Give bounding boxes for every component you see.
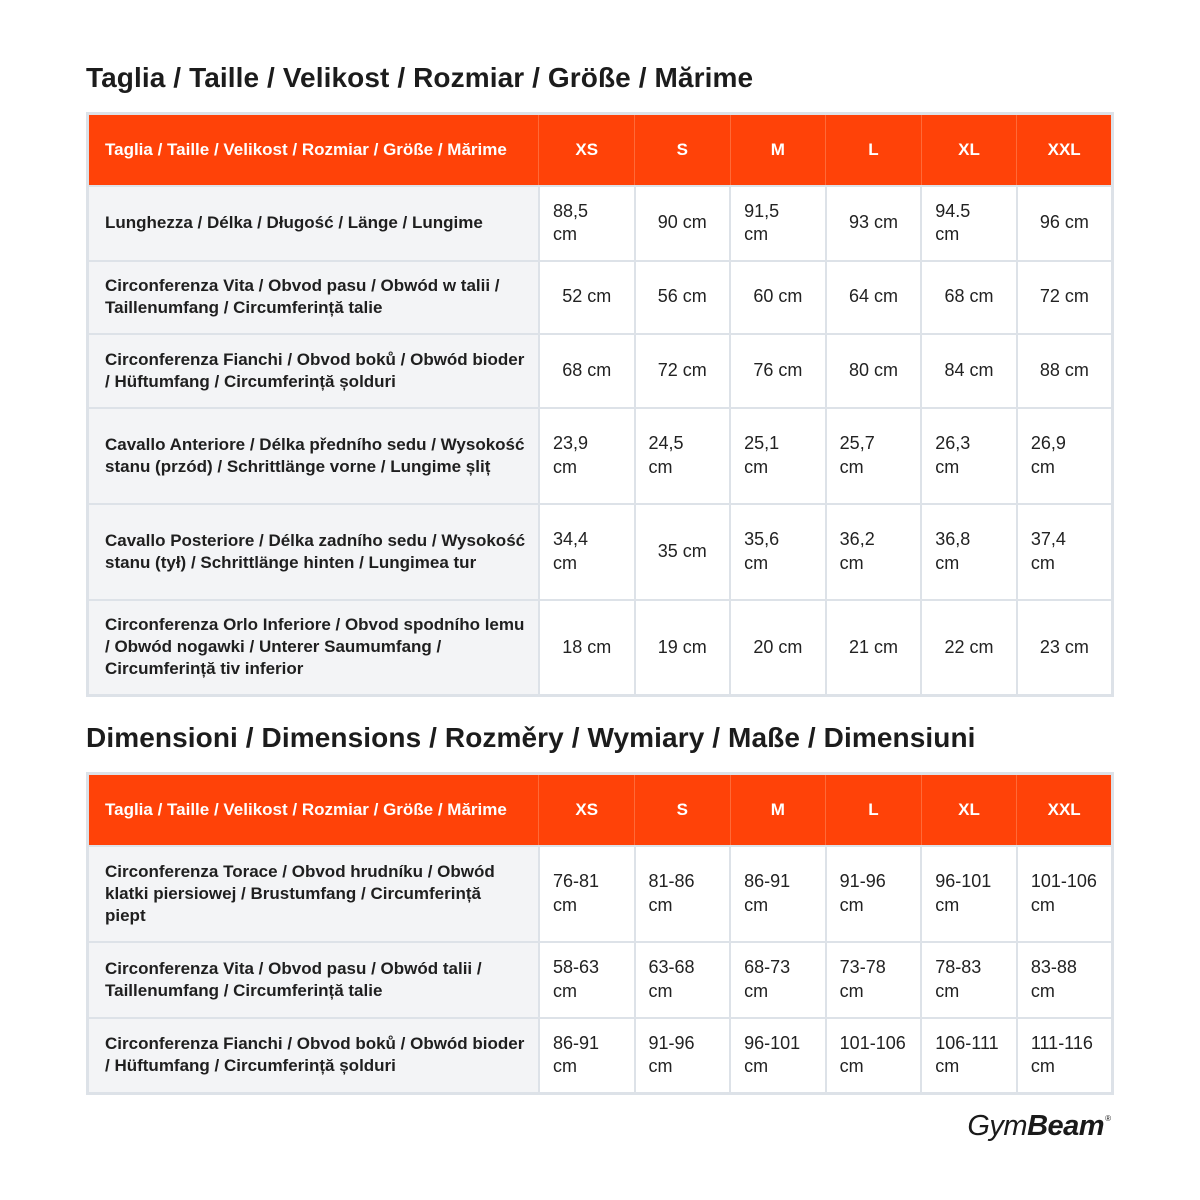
logo-text-beam: Beam <box>1027 1110 1105 1142</box>
value-cell-m: 86-91 cm <box>730 846 826 942</box>
header-size-xl: XL <box>921 114 1017 186</box>
table-row <box>88 600 1113 696</box>
section-title-dimensions: Dimensioni / Dimensions / Rozměry / Wymiary / Maße / Dimensiuni <box>86 722 976 753</box>
registered-mark: ® <box>1105 1114 1111 1123</box>
header-size-l: L <box>826 114 922 186</box>
value-cell-xs: 52 cm <box>539 261 635 334</box>
value-cell-l: 36,2 cm <box>826 504 922 600</box>
value-cell-m: 35,6 cm <box>730 504 826 600</box>
value-cell-xxl: 111-116 cm <box>1017 1018 1113 1094</box>
header-size-xxl: XXL <box>1017 114 1113 186</box>
gymbeam-logo <box>967 1110 1111 1143</box>
value-cell-xs: 86-91 cm <box>539 1018 635 1094</box>
value-cell-m: 20 cm <box>730 600 826 696</box>
section-title-sizes: Taglia / Taille / Velikost / Rozmiar / Größe / Mărime <box>86 62 754 93</box>
value-cell-s: 19 cm <box>635 600 731 696</box>
header-size-m: M <box>730 114 826 186</box>
value-cell-xxl: 101-106 cm <box>1017 846 1113 942</box>
value-cell-l: 64 cm <box>826 261 922 334</box>
value-cell-s: 91-96 cm <box>635 1018 731 1094</box>
value-cell-m: 96-101 cm <box>730 1018 826 1094</box>
table-row <box>88 846 1113 942</box>
table-row <box>88 261 1113 334</box>
header-size-xs: XS <box>539 114 635 186</box>
value-cell-s: 63-68 cm <box>635 942 731 1018</box>
table-row <box>88 186 1113 261</box>
value-cell-xs: 23,9 cm <box>539 408 635 504</box>
value-cell-l: 93 cm <box>826 186 922 261</box>
value-cell-m: 68-73 cm <box>730 942 826 1018</box>
value-cell-s: 90 cm <box>635 186 731 261</box>
row-label: Circonferenza Fianchi / Obvod boků / Obwód bioder / Hüftumfang / Circumferință șolduri <box>88 334 539 408</box>
value-cell-s: 81-86 cm <box>635 846 731 942</box>
table-header-row <box>88 774 1113 846</box>
value-cell-xs: 34,4 cm <box>539 504 635 600</box>
value-cell-l: 21 cm <box>826 600 922 696</box>
row-label: Circonferenza Vita / Obvod pasu / Obwód talii / Taillenumfang / Circumferință talie <box>88 942 539 1018</box>
value-cell-xl: 106-111 cm <box>921 1018 1017 1094</box>
table-row <box>88 408 1113 504</box>
value-cell-l: 91-96 cm <box>826 846 922 942</box>
header-size-s: S <box>635 114 731 186</box>
value-cell-xxl: 72 cm <box>1017 261 1113 334</box>
header-size-xl: XL <box>921 774 1017 846</box>
value-cell-xxl: 88 cm <box>1017 334 1113 408</box>
value-cell-xl: 84 cm <box>921 334 1017 408</box>
table-row <box>88 1018 1113 1094</box>
value-cell-l: 73-78 cm <box>826 942 922 1018</box>
size-table-garment <box>86 112 1114 697</box>
value-cell-m: 76 cm <box>730 334 826 408</box>
value-cell-xs: 88,5 cm <box>539 186 635 261</box>
row-label: Circonferenza Orlo Inferiore / Obvod spodního lemu / Obwód nogawki / Unterer Saumumfang / Circumferință tiv inferior <box>88 600 539 696</box>
header-size-m: M <box>730 774 826 846</box>
value-cell-s: 56 cm <box>635 261 731 334</box>
value-cell-xl: 22 cm <box>921 600 1017 696</box>
header-size-l: L <box>826 774 922 846</box>
header-size-xxl: XXL <box>1017 774 1113 846</box>
value-cell-xl: 96-101 cm <box>921 846 1017 942</box>
value-cell-m: 91,5 cm <box>730 186 826 261</box>
table-row <box>88 334 1113 408</box>
row-label: Circonferenza Vita / Obvod pasu / Obwód w talii / Taillenumfang / Circumferință talie <box>88 261 539 334</box>
value-cell-m: 60 cm <box>730 261 826 334</box>
value-cell-xxl: 26,9 cm <box>1017 408 1113 504</box>
row-label: Lunghezza / Délka / Długość / Länge / Lungime <box>88 186 539 261</box>
value-cell-m: 25,1 cm <box>730 408 826 504</box>
header-size-xs: XS <box>539 774 635 846</box>
value-cell-xxl: 37,4 cm <box>1017 504 1113 600</box>
header-size-label: Taglia / Taille / Velikost / Rozmiar / Größe / Mărime <box>88 114 539 186</box>
table-header-row <box>88 114 1113 186</box>
table-row <box>88 504 1113 600</box>
value-cell-xl: 94.5 cm <box>921 186 1017 261</box>
value-cell-l: 25,7 cm <box>826 408 922 504</box>
header-size-s: S <box>635 774 731 846</box>
value-cell-l: 80 cm <box>826 334 922 408</box>
logo-text-gym: Gym <box>967 1110 1028 1142</box>
value-cell-xxl: 83-88 cm <box>1017 942 1113 1018</box>
value-cell-xl: 26,3 cm <box>921 408 1017 504</box>
table-row <box>88 942 1113 1018</box>
value-cell-xxl: 23 cm <box>1017 600 1113 696</box>
row-label: Cavallo Anteriore / Délka předního sedu / Wysokość stanu (przód) / Schrittlänge vorne / Lungime șliț <box>88 408 539 504</box>
value-cell-s: 72 cm <box>635 334 731 408</box>
size-table-body-dimensions <box>86 772 1114 1095</box>
value-cell-xl: 36,8 cm <box>921 504 1017 600</box>
value-cell-xs: 68 cm <box>539 334 635 408</box>
row-label: Circonferenza Fianchi / Obvod boků / Obwód bioder / Hüftumfang / Circumferință șolduri <box>88 1018 539 1094</box>
value-cell-xs: 18 cm <box>539 600 635 696</box>
value-cell-xl: 78-83 cm <box>921 942 1017 1018</box>
value-cell-l: 101-106 cm <box>826 1018 922 1094</box>
value-cell-xs: 76-81 cm <box>539 846 635 942</box>
row-label: Circonferenza Torace / Obvod hrudníku / Obwód klatki piersiowej / Brustumfang / Circumferință piept <box>88 846 539 942</box>
value-cell-s: 24,5 cm <box>635 408 731 504</box>
value-cell-xxl: 96 cm <box>1017 186 1113 261</box>
value-cell-xl: 68 cm <box>921 261 1017 334</box>
value-cell-s: 35 cm <box>635 504 731 600</box>
row-label: Cavallo Posteriore / Délka zadního sedu / Wysokość stanu (tył) / Schrittlänge hinten / Lungimea tur <box>88 504 539 600</box>
value-cell-xs: 58-63 cm <box>539 942 635 1018</box>
header-size-label: Taglia / Taille / Velikost / Rozmiar / Größe / Mărime <box>88 774 539 846</box>
